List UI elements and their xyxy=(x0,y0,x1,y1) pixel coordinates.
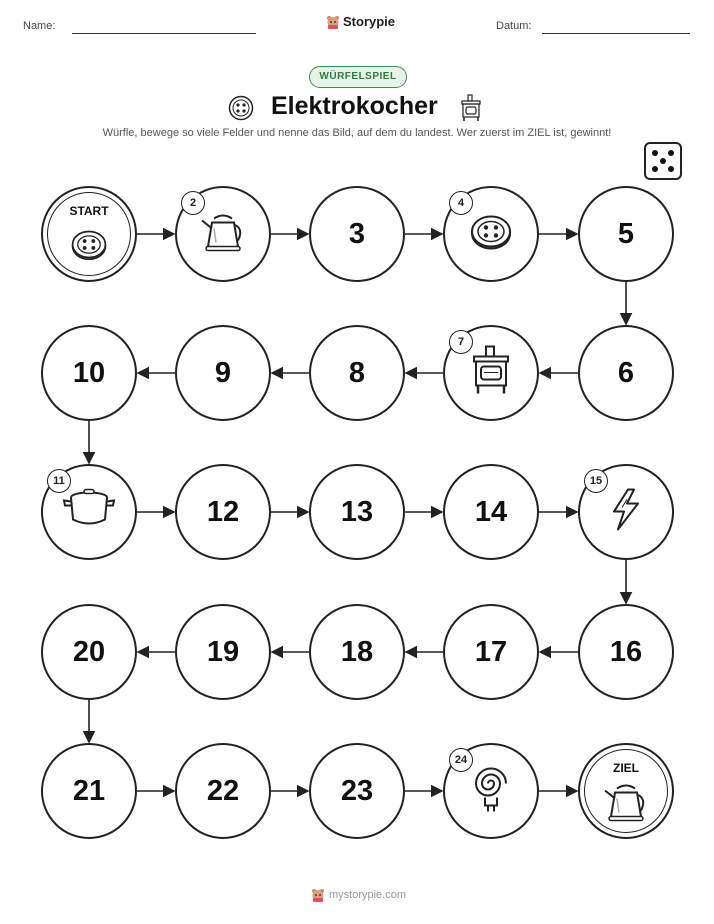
field-number-badge: 7 xyxy=(449,330,473,354)
field-19[interactable] xyxy=(175,604,271,700)
field-9[interactable] xyxy=(175,325,271,421)
field-14[interactable] xyxy=(443,464,539,560)
goal-field[interactable] xyxy=(578,743,674,839)
field-17[interactable] xyxy=(443,604,539,700)
kettle-icon xyxy=(601,776,651,831)
heating-coil-icon xyxy=(471,764,511,819)
button-icon xyxy=(469,210,513,259)
field-6[interactable] xyxy=(578,325,674,421)
field-13[interactable] xyxy=(309,464,405,560)
field-23[interactable] xyxy=(309,743,405,839)
field-number: 6 xyxy=(617,356,635,389)
field-number: 23 xyxy=(340,774,374,807)
button-icon xyxy=(70,225,108,268)
field-number: 10 xyxy=(72,356,106,389)
field-number: 17 xyxy=(474,635,508,668)
field-15[interactable] xyxy=(578,464,674,560)
pot-icon xyxy=(62,488,116,537)
field-number: 13 xyxy=(340,495,374,528)
field-2[interactable] xyxy=(175,186,271,282)
field-5[interactable] xyxy=(578,186,674,282)
stove-icon xyxy=(468,345,514,402)
field-number: 19 xyxy=(206,635,240,668)
field-4[interactable] xyxy=(443,186,539,282)
start-label: START xyxy=(69,204,109,218)
page-title: Elektrokocher xyxy=(271,92,438,120)
field-3[interactable] xyxy=(309,186,405,282)
field-21[interactable] xyxy=(41,743,137,839)
field-number: 12 xyxy=(206,495,240,528)
game-type-badge: WÜRFELSPIEL xyxy=(309,66,407,88)
field-16[interactable] xyxy=(578,604,674,700)
field-7[interactable] xyxy=(443,325,539,421)
field-8[interactable] xyxy=(309,325,405,421)
field-number: 3 xyxy=(348,217,366,250)
field-11[interactable] xyxy=(41,464,137,560)
field-number: 18 xyxy=(340,635,374,668)
instructions: Würfle, bewege so viele Felder und nenne das Bild, auf dem du landest. Wer zuerst im ZIEL ist, gewinnt! xyxy=(102,127,612,139)
field-number: 16 xyxy=(609,635,643,668)
field-number-badge: 11 xyxy=(47,469,71,493)
field-number: 8 xyxy=(348,356,366,389)
field-24[interactable] xyxy=(443,743,539,839)
field-22[interactable] xyxy=(175,743,271,839)
goal-label: ZIEL xyxy=(613,761,639,775)
field-number: 20 xyxy=(72,635,106,668)
date-label: Datum: xyxy=(496,20,532,32)
field-number: 21 xyxy=(72,774,106,807)
field-number-badge: 24 xyxy=(449,748,473,772)
field-number-badge: 4 xyxy=(449,191,473,215)
field-10[interactable] xyxy=(41,325,137,421)
start-field[interactable] xyxy=(41,186,137,282)
lightning-icon xyxy=(608,488,644,537)
name-label: Name: xyxy=(23,20,56,32)
field-number: 14 xyxy=(474,495,508,528)
field-12[interactable] xyxy=(175,464,271,560)
field-number: 5 xyxy=(617,217,635,250)
field-number: 9 xyxy=(214,356,232,389)
field-20[interactable] xyxy=(41,604,137,700)
brand-name: Storypie xyxy=(343,14,396,29)
footer xyxy=(311,888,406,902)
field-number-badge: 15 xyxy=(584,469,608,493)
footer-url[interactable]: mystorypie.com xyxy=(329,889,407,901)
field-number: 22 xyxy=(206,774,240,807)
field-number-badge: 2 xyxy=(181,191,205,215)
field-18[interactable] xyxy=(309,604,405,700)
kettle-icon xyxy=(198,207,248,262)
bear-logo-icon xyxy=(311,888,325,902)
